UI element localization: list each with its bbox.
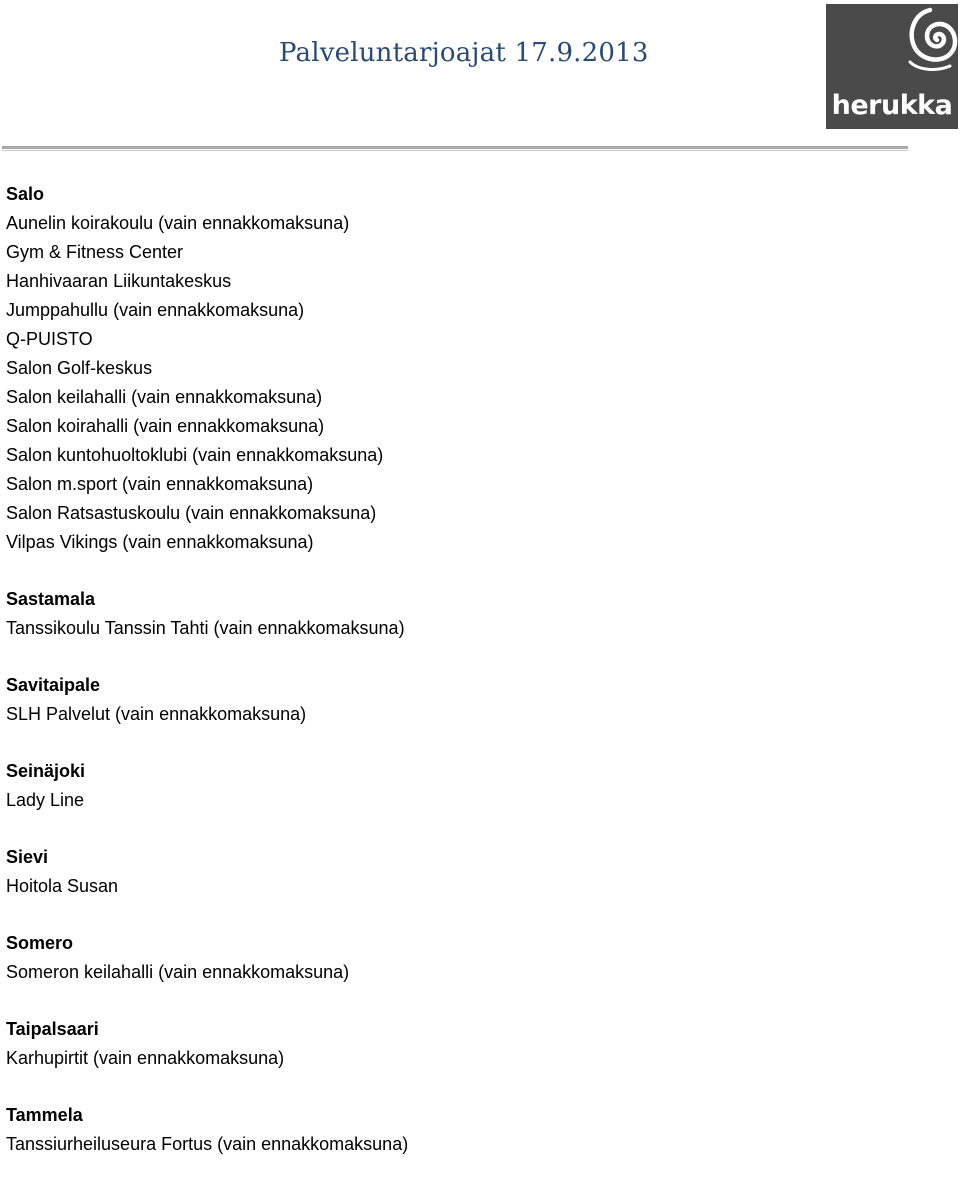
city-heading: Seinäjoki	[6, 761, 86, 781]
city-section-somero	[6, 929, 946, 987]
list-item: Tanssiurheiluseura Fortus (vain ennakkomaksuna)	[6, 1134, 409, 1154]
list-item: Aunelin koirakoulu (vain ennakkomaksuna)	[6, 213, 350, 233]
list-item: Salon kuntohuoltoklubi (vain ennakkomaksuna)	[6, 445, 384, 465]
city-section-seinajoki	[6, 757, 946, 815]
list-item: Karhupirtit (vain ennakkomaksuna)	[6, 1048, 285, 1068]
list-item: Tanssikoulu Tanssin Tahti (vain ennakkomaksuna)	[6, 618, 405, 638]
list-item: Hoitola Susan	[6, 876, 119, 896]
header-divider	[2, 146, 908, 149]
header-divider-thin	[2, 150, 908, 151]
city-heading: Taipalsaari	[6, 1019, 99, 1039]
list-item: Jumppahullu (vain ennakkomaksuna)	[6, 300, 305, 320]
page-title: Palveluntarjoajat 17.9.2013	[279, 38, 649, 68]
list-item: Salon koirahalli (vain ennakkomaksuna)	[6, 416, 325, 436]
city-heading: Tammela	[6, 1105, 83, 1125]
logo-wordmark: herukka	[831, 90, 953, 121]
city-section-taipalsaari	[6, 1015, 946, 1073]
list-item: Salon Golf-keskus	[6, 358, 153, 378]
list-item: Gym & Fitness Center	[6, 242, 184, 262]
page-header	[0, 0, 960, 160]
city-heading: Sievi	[6, 847, 49, 867]
city-heading: Savitaipale	[6, 675, 101, 695]
city-section-sievi	[6, 843, 946, 901]
list-item: Salon keilahalli (vain ennakkomaksuna)	[6, 387, 323, 407]
list-item: SLH Palvelut (vain ennakkomaksuna)	[6, 704, 307, 724]
list-item: Hanhivaaran Liikuntakeskus	[6, 271, 232, 291]
city-section-savitaipale	[6, 671, 946, 729]
list-item: Q-PUISTO	[6, 329, 93, 349]
city-section-salo	[6, 180, 946, 557]
list-item: Someron keilahalli (vain ennakkomaksuna)	[6, 962, 350, 982]
list-item: Vilpas Vikings (vain ennakkomaksuna)	[6, 532, 314, 552]
provider-list	[6, 180, 946, 1187]
list-item: Salon m.sport (vain ennakkomaksuna)	[6, 474, 314, 494]
city-heading: Salo	[6, 184, 45, 204]
city-section-sastamala	[6, 585, 946, 643]
city-heading: Somero	[6, 933, 74, 953]
city-heading: Sastamala	[6, 589, 96, 609]
snail-spiral-icon	[826, 4, 958, 90]
herukka-logo	[826, 4, 958, 129]
list-item: Salon Ratsastuskoulu (vain ennakkomaksuna)	[6, 503, 377, 523]
list-item: Lady Line	[6, 790, 85, 810]
city-section-tammela	[6, 1101, 946, 1159]
